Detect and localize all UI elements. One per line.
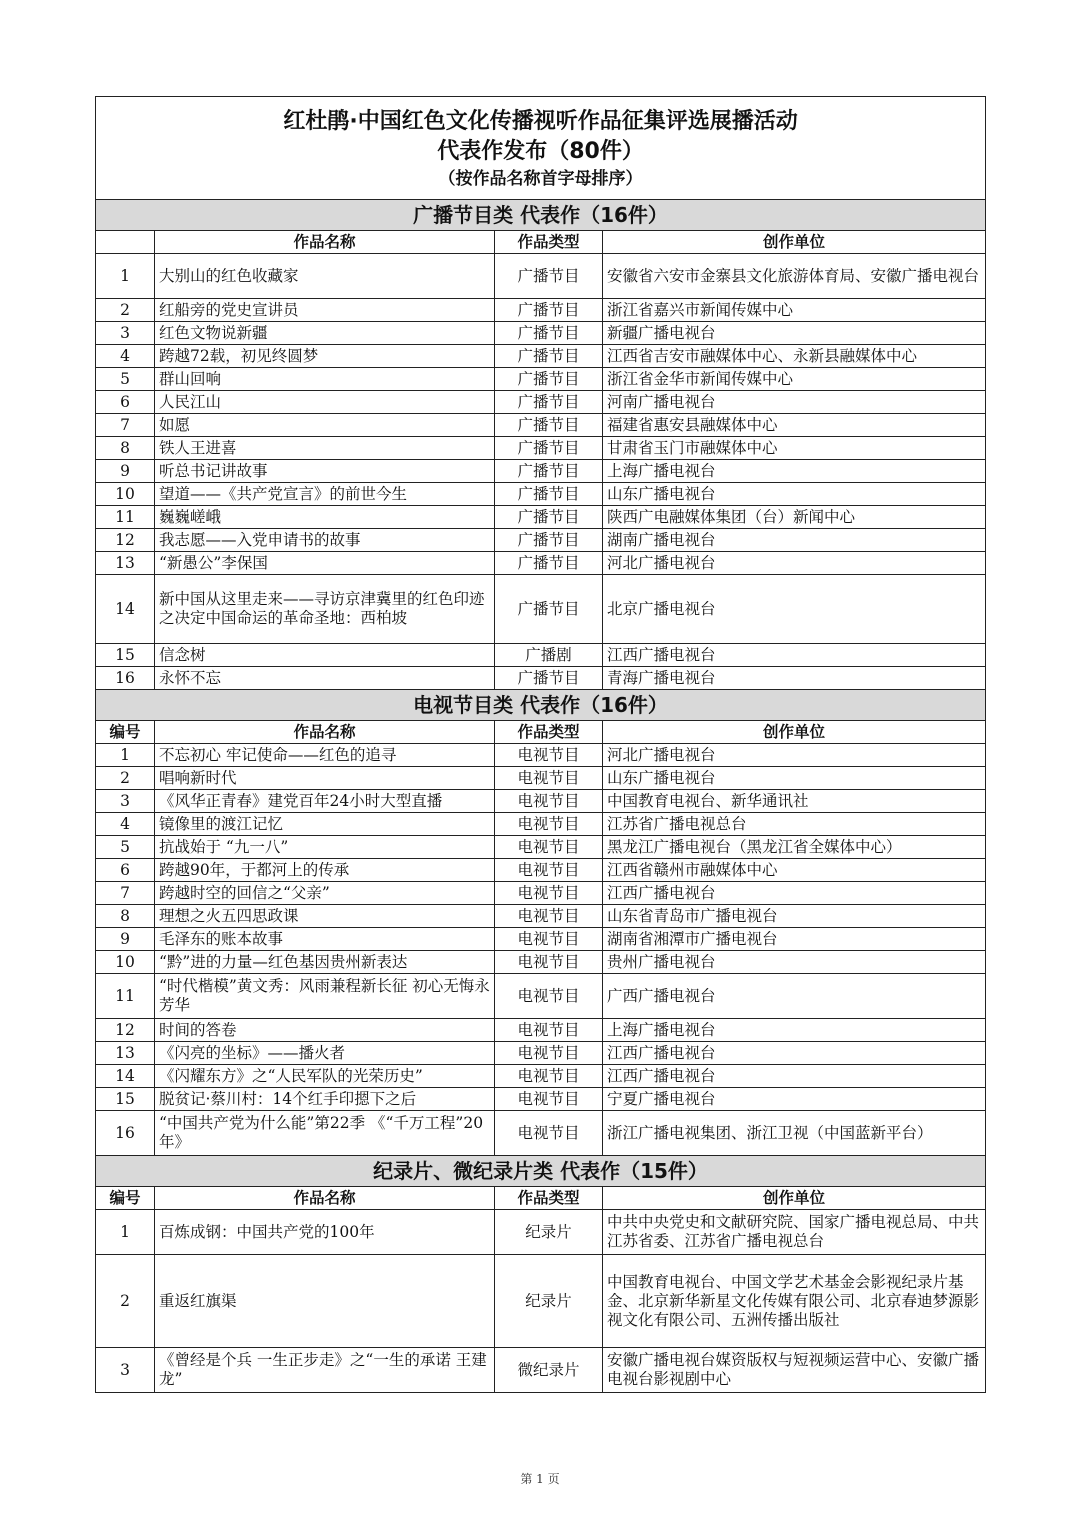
cell-producer: 湖南广播电视台 (603, 529, 986, 552)
cell-producer: 浙江省嘉兴市新闻传媒中心 (603, 299, 986, 322)
cell-work-type: 电视节目 (495, 951, 603, 974)
cell-work-type: 广播节目 (495, 254, 603, 299)
cell-work-name: 唱响新时代 (155, 767, 495, 790)
table-row (96, 391, 986, 414)
cell-work-type: 广播节目 (495, 345, 603, 368)
cell-work-type: 广播节目 (495, 552, 603, 575)
cell-number: 6 (96, 859, 155, 882)
cell-work-name: 新中国从这里走来——寻访京津冀里的红色印迹之决定中国命运的革命圣地：西柏坡 (155, 575, 495, 644)
cell-work-name: 《闪耀东方》之“人民军队的光荣历史” (155, 1065, 495, 1088)
cell-work-type: 电视节目 (495, 1019, 603, 1042)
section-heading: 纪录片、微纪录片类 代表作（15件） (96, 1156, 986, 1187)
cell-work-type: 纪录片 (495, 1210, 603, 1255)
cell-producer: 山东省青岛市广播电视台 (603, 905, 986, 928)
table-row (96, 928, 986, 951)
cell-number: 15 (96, 644, 155, 667)
cell-number: 14 (96, 575, 155, 644)
cell-producer: 贵州广播电视台 (603, 951, 986, 974)
cell-number: 3 (96, 790, 155, 813)
cell-producer: 中共中央党史和文献研究院、国家广播电视总局、中共江苏省委、江苏省广播电视总台 (603, 1210, 986, 1255)
cell-work-name: 跨越72载，初见终圆梦 (155, 345, 495, 368)
table-row (96, 974, 986, 1019)
cell-work-name: 永怀不忘 (155, 667, 495, 690)
table-row (96, 1019, 986, 1042)
table-row (96, 414, 986, 437)
section-heading: 电视节目类 代表作（16件） (96, 690, 986, 721)
cell-work-type: 电视节目 (495, 974, 603, 1019)
table-row (96, 299, 986, 322)
table-row (96, 437, 986, 460)
cell-number: 2 (96, 1255, 155, 1348)
cell-work-name: 毛泽东的账本故事 (155, 928, 495, 951)
cell-work-type: 电视节目 (495, 744, 603, 767)
column-header-type: 作品类型 (495, 721, 603, 744)
cell-work-type: 电视节目 (495, 882, 603, 905)
cell-work-name: 《闪亮的坐标》——播火者 (155, 1042, 495, 1065)
cell-producer: 安徽广播电视台媒资版权与短视频运营中心、安徽广播电视台影视剧中心 (603, 1348, 986, 1393)
cell-work-type: 电视节目 (495, 928, 603, 951)
document-table-container (95, 96, 985, 1393)
cell-work-type: 广播节目 (495, 299, 603, 322)
cell-number: 15 (96, 1088, 155, 1111)
document-title-block (96, 97, 986, 200)
cell-work-name: “新愚公”李保国 (155, 552, 495, 575)
table-row (96, 483, 986, 506)
cell-work-name: “中国共产党为什么能”第22季 《“千万工程”20年》 (155, 1111, 495, 1156)
cell-producer: 上海广播电视台 (603, 1019, 986, 1042)
cell-work-type: 电视节目 (495, 767, 603, 790)
cell-number: 6 (96, 391, 155, 414)
table-row (96, 905, 986, 928)
cell-producer: 浙江广播电视集团、浙江卫视（中国蓝新平台） (603, 1111, 986, 1156)
cell-work-type: 广播节目 (495, 483, 603, 506)
table-row (96, 552, 986, 575)
cell-number: 14 (96, 1065, 155, 1088)
cell-work-name: “时代楷模”黄文秀：风雨兼程新长征 初心无悔永芳华 (155, 974, 495, 1019)
cell-work-type: 电视节目 (495, 1088, 603, 1111)
cell-work-name: 大别山的红色收藏家 (155, 254, 495, 299)
cell-work-type: 广播节目 (495, 667, 603, 690)
cell-work-type: 广播剧 (495, 644, 603, 667)
cell-producer: 江西省吉安市融媒体中心、永新县融媒体中心 (603, 345, 986, 368)
table-row (96, 667, 986, 690)
cell-number: 10 (96, 951, 155, 974)
cell-number: 7 (96, 882, 155, 905)
cell-number: 3 (96, 322, 155, 345)
table-row (96, 951, 986, 974)
cell-work-name: 重返红旗渠 (155, 1255, 495, 1348)
works-table (95, 96, 986, 1393)
cell-work-name: 理想之火五四思政课 (155, 905, 495, 928)
cell-number: 2 (96, 767, 155, 790)
cell-number: 7 (96, 414, 155, 437)
table-row (96, 882, 986, 905)
column-header-name: 作品名称 (155, 231, 495, 254)
table-row (96, 836, 986, 859)
cell-number: 12 (96, 1019, 155, 1042)
column-header-type: 作品类型 (495, 231, 603, 254)
cell-number: 1 (96, 744, 155, 767)
table-row (96, 1348, 986, 1393)
cell-work-type: 电视节目 (495, 859, 603, 882)
title-line-3: （按作品名称首字母排序） (438, 169, 643, 189)
cell-producer: 陕西广电融媒体集团（台）新闻中心 (603, 506, 986, 529)
cell-number: 13 (96, 1042, 155, 1065)
cell-number: 2 (96, 299, 155, 322)
title-line-2: 代表作发布（80件） (437, 139, 644, 164)
cell-producer: 山东广播电视台 (603, 483, 986, 506)
cell-work-name: 脱贫记·蔡川村：14个红手印摁下之后 (155, 1088, 495, 1111)
cell-producer: 青海广播电视台 (603, 667, 986, 690)
cell-producer: 江西广播电视台 (603, 644, 986, 667)
table-row (96, 744, 986, 767)
cell-producer: 江苏省广播电视总台 (603, 813, 986, 836)
cell-work-name: 群山回响 (155, 368, 495, 391)
cell-work-name: 跨越时空的回信之“父亲” (155, 882, 495, 905)
table-row (96, 1255, 986, 1348)
cell-producer: 新疆广播电视台 (603, 322, 986, 345)
cell-work-name: 巍巍嵯峨 (155, 506, 495, 529)
table-row (96, 1088, 986, 1111)
table-row (96, 368, 986, 391)
cell-producer: 甘肃省玉门市融媒体中心 (603, 437, 986, 460)
column-header-number: 编号 (96, 1187, 155, 1210)
cell-work-type: 电视节目 (495, 1065, 603, 1088)
table-row (96, 859, 986, 882)
table-row (96, 1111, 986, 1156)
cell-work-name: 红船旁的党史宣讲员 (155, 299, 495, 322)
cell-number: 1 (96, 1210, 155, 1255)
column-header-unit: 创作单位 (603, 721, 986, 744)
cell-producer: 福建省惠安县融媒体中心 (603, 414, 986, 437)
cell-work-name: 不忘初心 牢记使命——红色的追寻 (155, 744, 495, 767)
cell-producer: 江西广播电视台 (603, 882, 986, 905)
cell-work-name: 我志愿——入党申请书的故事 (155, 529, 495, 552)
cell-work-type: 纪录片 (495, 1255, 603, 1348)
cell-producer: 河北广播电视台 (603, 552, 986, 575)
cell-producer: 宁夏广播电视台 (603, 1088, 986, 1111)
cell-number: 5 (96, 368, 155, 391)
cell-number: 9 (96, 928, 155, 951)
cell-number: 8 (96, 905, 155, 928)
cell-work-name: 如愿 (155, 414, 495, 437)
cell-producer: 浙江省金华市新闻传媒中心 (603, 368, 986, 391)
cell-work-name: 听总书记讲故事 (155, 460, 495, 483)
cell-producer: 上海广播电视台 (603, 460, 986, 483)
cell-producer: 湖南省湘潭市广播电视台 (603, 928, 986, 951)
cell-work-name: 人民江山 (155, 391, 495, 414)
cell-work-type: 广播节目 (495, 368, 603, 391)
cell-work-type: 电视节目 (495, 790, 603, 813)
table-row (96, 529, 986, 552)
table-row (96, 322, 986, 345)
table-row (96, 790, 986, 813)
cell-work-name: 镜像里的渡江记忆 (155, 813, 495, 836)
cell-work-type: 微纪录片 (495, 1348, 603, 1393)
cell-number: 1 (96, 254, 155, 299)
column-header-name: 作品名称 (155, 721, 495, 744)
cell-work-type: 广播节目 (495, 391, 603, 414)
title-line-1: 红杜鹃·中国红色文化传播视听作品征集评选展播活动 (283, 109, 798, 134)
table-row (96, 575, 986, 644)
cell-work-name: 跨越90年，于都河上的传承 (155, 859, 495, 882)
column-header-unit: 创作单位 (603, 231, 986, 254)
cell-number: 3 (96, 1348, 155, 1393)
cell-work-type: 电视节目 (495, 836, 603, 859)
cell-work-name: 铁人王进喜 (155, 437, 495, 460)
cell-work-type: 电视节目 (495, 1042, 603, 1065)
table-row (96, 1065, 986, 1088)
cell-work-type: 广播节目 (495, 460, 603, 483)
cell-producer: 中国教育电视台、新华通讯社 (603, 790, 986, 813)
cell-work-name: 抗战始于 “九一八” (155, 836, 495, 859)
cell-producer: 江西省赣州市融媒体中心 (603, 859, 986, 882)
cell-number: 8 (96, 437, 155, 460)
table-row (96, 254, 986, 299)
cell-number: 10 (96, 483, 155, 506)
cell-work-name: 百炼成钢：中国共产党的100年 (155, 1210, 495, 1255)
cell-number: 13 (96, 552, 155, 575)
cell-producer: 河南广播电视台 (603, 391, 986, 414)
table-row (96, 460, 986, 483)
cell-producer: 江西广播电视台 (603, 1042, 986, 1065)
column-header-number (96, 231, 155, 254)
cell-producer: 山东广播电视台 (603, 767, 986, 790)
cell-producer: 北京广播电视台 (603, 575, 986, 644)
cell-number: 9 (96, 460, 155, 483)
cell-producer: 中国教育电视台、中国文学艺术基金会影视纪录片基金、北京新华新星文化传媒有限公司、北京春迪梦源影视文化有限公司、五洲传播出版社 (603, 1255, 986, 1348)
column-header-name: 作品名称 (155, 1187, 495, 1210)
cell-number: 16 (96, 667, 155, 690)
cell-producer: 江西广播电视台 (603, 1065, 986, 1088)
cell-work-name: 望道——《共产党宣言》的前世今生 (155, 483, 495, 506)
cell-work-type: 广播节目 (495, 575, 603, 644)
cell-number: 16 (96, 1111, 155, 1156)
table-row (96, 1210, 986, 1255)
table-row (96, 644, 986, 667)
cell-number: 4 (96, 345, 155, 368)
cell-work-type: 广播节目 (495, 506, 603, 529)
table-row (96, 813, 986, 836)
cell-work-type: 广播节目 (495, 414, 603, 437)
cell-work-type: 广播节目 (495, 529, 603, 552)
page-number: 第 1 页 (520, 1472, 560, 1486)
cell-work-name: 《风华正青春》建党百年24小时大型直播 (155, 790, 495, 813)
cell-work-name: “黔”进的力量—红色基因贵州新表达 (155, 951, 495, 974)
cell-work-type: 广播节目 (495, 437, 603, 460)
cell-work-type: 电视节目 (495, 905, 603, 928)
table-row (96, 345, 986, 368)
column-header-unit: 创作单位 (603, 1187, 986, 1210)
cell-number: 12 (96, 529, 155, 552)
cell-work-name: 时间的答卷 (155, 1019, 495, 1042)
section-heading: 广播节目类 代表作（16件） (96, 200, 986, 231)
cell-work-type: 广播节目 (495, 322, 603, 345)
cell-work-type: 电视节目 (495, 813, 603, 836)
cell-work-name: 红色文物说新疆 (155, 322, 495, 345)
column-header-type: 作品类型 (495, 1187, 603, 1210)
cell-number: 11 (96, 974, 155, 1019)
cell-number: 5 (96, 836, 155, 859)
cell-work-name: 《曾经是个兵 一生正步走》之“一生的承诺 王建龙” (155, 1348, 495, 1393)
table-row (96, 506, 986, 529)
cell-producer: 黑龙江广播电视台（黑龙江省全媒体中心） (603, 836, 986, 859)
cell-work-name: 信念树 (155, 644, 495, 667)
table-row (96, 1042, 986, 1065)
cell-work-type: 电视节目 (495, 1111, 603, 1156)
cell-producer: 河北广播电视台 (603, 744, 986, 767)
table-row (96, 767, 986, 790)
cell-producer: 广西广播电视台 (603, 974, 986, 1019)
cell-number: 11 (96, 506, 155, 529)
cell-producer: 安徽省六安市金寨县文化旅游体育局、安徽广播电视台 (603, 254, 986, 299)
cell-number: 4 (96, 813, 155, 836)
column-header-number: 编号 (96, 721, 155, 744)
